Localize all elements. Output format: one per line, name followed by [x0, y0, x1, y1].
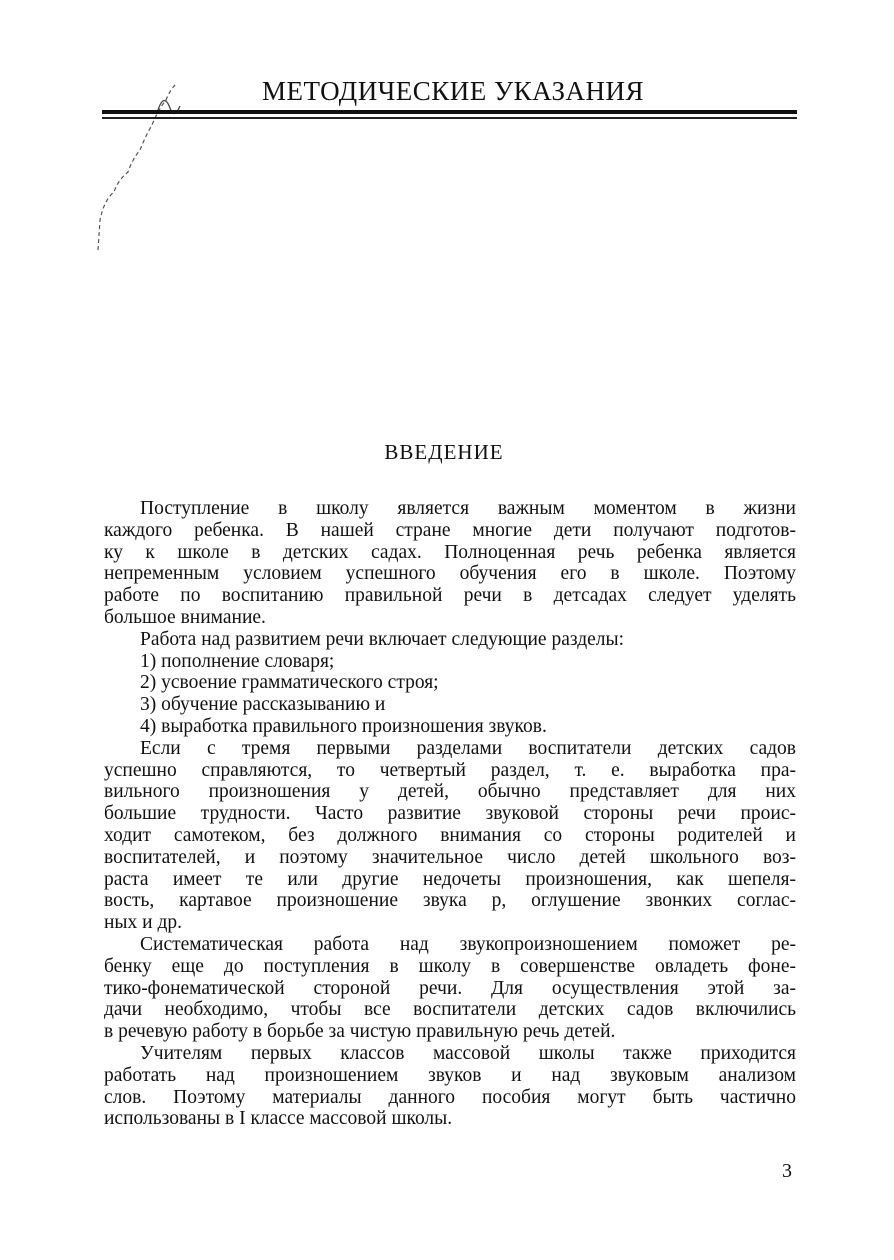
running-header-title: МЕТОДИЧЕСКИЕ УКАЗАНИЯ: [262, 76, 644, 106]
text-line: 4) выработка правильного произношения звуков.: [140, 715, 547, 737]
text-line: каждого ребенка. В нашей стране многие дети получают подготов-: [104, 519, 796, 541]
paragraph: [104, 629, 796, 651]
text-line: Поступление в школу является важным моментом в жизни: [140, 498, 796, 519]
text-line: Учителям первых классов массовой школы также приходится: [140, 1042, 796, 1064]
section-heading-text: ВВЕДЕНИЕ: [384, 440, 504, 464]
paragraph: [104, 716, 796, 738]
text-line: слов. Поэтому материалы данного пособия могут быть частично: [104, 1086, 796, 1108]
body-text: [104, 498, 796, 1130]
text-line: большое внимание.: [104, 606, 266, 628]
text-line: вость, картавое произношение звука р, оглушение звонких соглас-: [104, 890, 796, 912]
text-line: 2) усвоение грамматического строя;: [140, 672, 439, 694]
text-line: ных и др.: [104, 912, 183, 934]
paragraph: [104, 934, 796, 1043]
text-line: непременным условием успешного обучения его в школе. Поэтому: [104, 563, 796, 585]
header-rule-thick: [102, 110, 797, 114]
text-line: успешно справляются, то четвертый раздел, т. е. выработка пра-: [104, 759, 796, 781]
paragraph: [104, 498, 796, 629]
text-line: дачи необходимо, чтобы все воспитатели детских садов включились: [104, 999, 796, 1021]
text-line: работе по воспитанию правильной речи в детсадах следует уделять: [104, 585, 796, 607]
paragraph: [104, 651, 796, 673]
text-line: раста имеет те или другие недочеты произношения, как шепеля-: [104, 868, 796, 890]
text-line: вильного произношения у детей, обычно представляет для них: [104, 781, 796, 803]
paragraph: [104, 738, 796, 934]
text-line: большие трудности. Часто развитие звуковой стороны речи проис-: [104, 803, 796, 825]
text-line: бенку еще до поступления в школу в совершенстве овладеть фоне-: [104, 955, 796, 977]
handwritten-annotation-mark: [88, 80, 208, 260]
text-line: Работа над развитием речи включает следующие разделы:: [140, 628, 625, 650]
text-line: использованы в I классе массовой школы.: [104, 1108, 453, 1130]
text-line: ку к школе в детских садах. Полноценная речь ребенка является: [104, 541, 796, 563]
text-line: ходит самотеком, без должного внимания со стороны родителей и: [104, 824, 796, 846]
header-rule-thin: [102, 117, 797, 119]
text-line: Если с тремя первыми разделами воспитатели детских садов: [140, 737, 796, 759]
section-heading: [0, 440, 894, 465]
paragraph: [104, 694, 796, 716]
paragraph: [104, 672, 796, 694]
paragraph: [104, 1043, 796, 1130]
text-line: в речевую работу в борьбе за чистую правильную речь детей.: [104, 1021, 616, 1043]
text-line: работать над произношением звуков и над звуковым анализом: [104, 1064, 796, 1086]
text-line: воспитателей, и поэтому значительное число детей школьного воз-: [104, 846, 796, 868]
text-line: тико-фонематической стороной речи. Для осуществления этой за-: [104, 977, 796, 999]
text-line: Систематическая работа над звукопроизношением поможет ре-: [140, 933, 796, 955]
page-number: 3: [782, 1160, 792, 1182]
text-line: 1) пополнение словаря;: [140, 650, 335, 672]
text-line: 3) обучение рассказыванию и: [140, 694, 386, 716]
